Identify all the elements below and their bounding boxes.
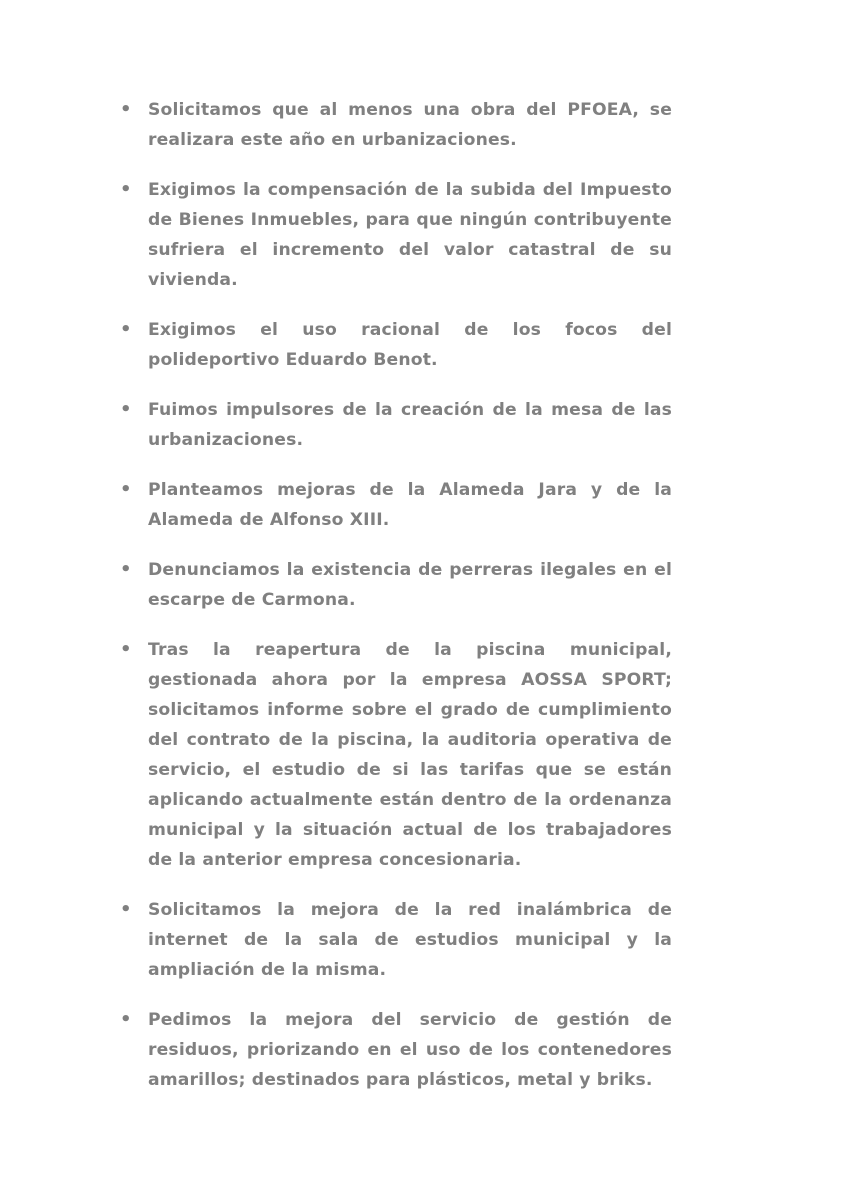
list-item-text: Solicitamos la mejora de la red inalámbrica de internet de la sala de estudios municipal y la ampliación de la misma. [148, 900, 672, 980]
bullet-icon: • [120, 899, 132, 920]
list-item [120, 95, 672, 155]
bullet-icon: • [120, 639, 132, 660]
list-item [120, 895, 672, 985]
list-item [120, 635, 672, 875]
bullet-icon: • [120, 479, 132, 500]
bullet-icon: • [120, 179, 132, 200]
list-item-text: Fuimos impulsores de la creación de la mesa de las urbanizaciones. [148, 400, 672, 450]
bullet-icon: • [120, 559, 132, 580]
list-item-text: Denunciamos la existencia de perreras ilegales en el escarpe de Carmona. [148, 560, 672, 610]
list-item-text: Planteamos mejoras de la Alameda Jara y de la Alameda de Alfonso XIII. [148, 480, 672, 530]
bullet-icon: • [120, 99, 132, 120]
bullet-icon: • [120, 1009, 132, 1030]
list-item [120, 315, 672, 375]
list-item-text: Pedimos la mejora del servicio de gestión de residuos, priorizando en el uso de los contenedores amarillos; destinados para plásticos, metal y briks. [148, 1010, 672, 1090]
list-item-text: Exigimos el uso racional de los focos del polideportivo Eduardo Benot. [148, 320, 672, 370]
bullet-icon: • [120, 319, 132, 340]
bullet-icon: • [120, 399, 132, 420]
list-item [120, 555, 672, 615]
list-item [120, 1005, 672, 1095]
list-item-text: Tras la reapertura de la piscina municipal, gestionada ahora por la empresa AOSSA SPORT; solicitamos informe sobre el grado de cumplimiento del contrato de la piscina, la auditoria operativa de servicio, el estudio de si las tarifas que se están aplicando actualmente están dentro de la ordenanza municipal y la situación actual de los trabajadores de la anterior empresa concesionaria. [148, 640, 672, 870]
list-item [120, 175, 672, 295]
list-item-text: Exigimos la compensación de la subida del Impuesto de Bienes Inmuebles, para que ningún contribuyente sufriera el incremento del valor catastral de su vivienda. [148, 180, 672, 290]
list-item [120, 475, 672, 535]
list-item-text: Solicitamos que al menos una obra del PFOEA, se realizara este año en urbanizaciones. [148, 100, 672, 150]
list-item [120, 395, 672, 455]
bullet-list [120, 95, 672, 1115]
